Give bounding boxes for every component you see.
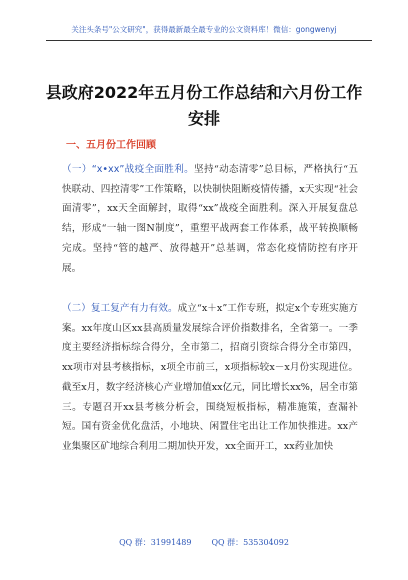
footer-qq-1: QQ 群：31991489 — [119, 538, 192, 547]
footer-qq-2: QQ 群：535304092 — [211, 538, 289, 547]
section-heading: 一、五月份工作回顾 — [66, 140, 156, 151]
paragraph-2-body: 成立“x＋x”工作专班，拟定x个专班实施方案。xx年度山区xx县高质量发展综合评价指数排名，全省第一。一季度主要经济指标综合得分，全市第二，招商引资综合得分全市第四，xx项市对县考核指标，x项全市前三，x项指标较x－x月份实现进位。截至x月，数字经济核心产业增加值xx亿元，同比增长xx%，居全市第三。专题召开xx县考核分析会，围绕短板指标，精准施策，查漏补短。国有资金优化盘活，小地块、闲置住宅出让工作加快推进。xx产业集聚区矿地综合利用二期加快开发，xx全面开工，xx药业加快 — [62, 303, 358, 452]
paragraph-2 — [62, 299, 358, 457]
paragraph-1 — [62, 160, 358, 278]
header-note: 关注头条号"公文研究"，获得最新最全最专业的公文资料库！微信：gongwenyj — [71, 25, 337, 34]
paragraph-1-lead: （一）“x•xx”战疫全面胜利。 — [62, 164, 195, 175]
footer — [0, 537, 408, 548]
paragraph-2-lead: （二）复工复产有力有效。 — [62, 303, 178, 314]
document-title: 县政府2022年五月份工作总结和六月份工作安排 — [45, 83, 363, 128]
header-divider — [46, 40, 372, 41]
paragraph-1-body: 坚持“动态清零”总目标，严格执行“五快联动、四控清零”工作策略，以快制快阻断疫情传播，x天实现“社会面清零”，xx天全面解封，取得“xx”战疫全面胜利。深入开展复盘总结，形成“一轴一图N制度”，重塑平战两套工作体系，战平转换顺畅完成。坚持“管的越严、放得越开”总基调，常态化疫情防控有序开展。 — [62, 164, 358, 274]
